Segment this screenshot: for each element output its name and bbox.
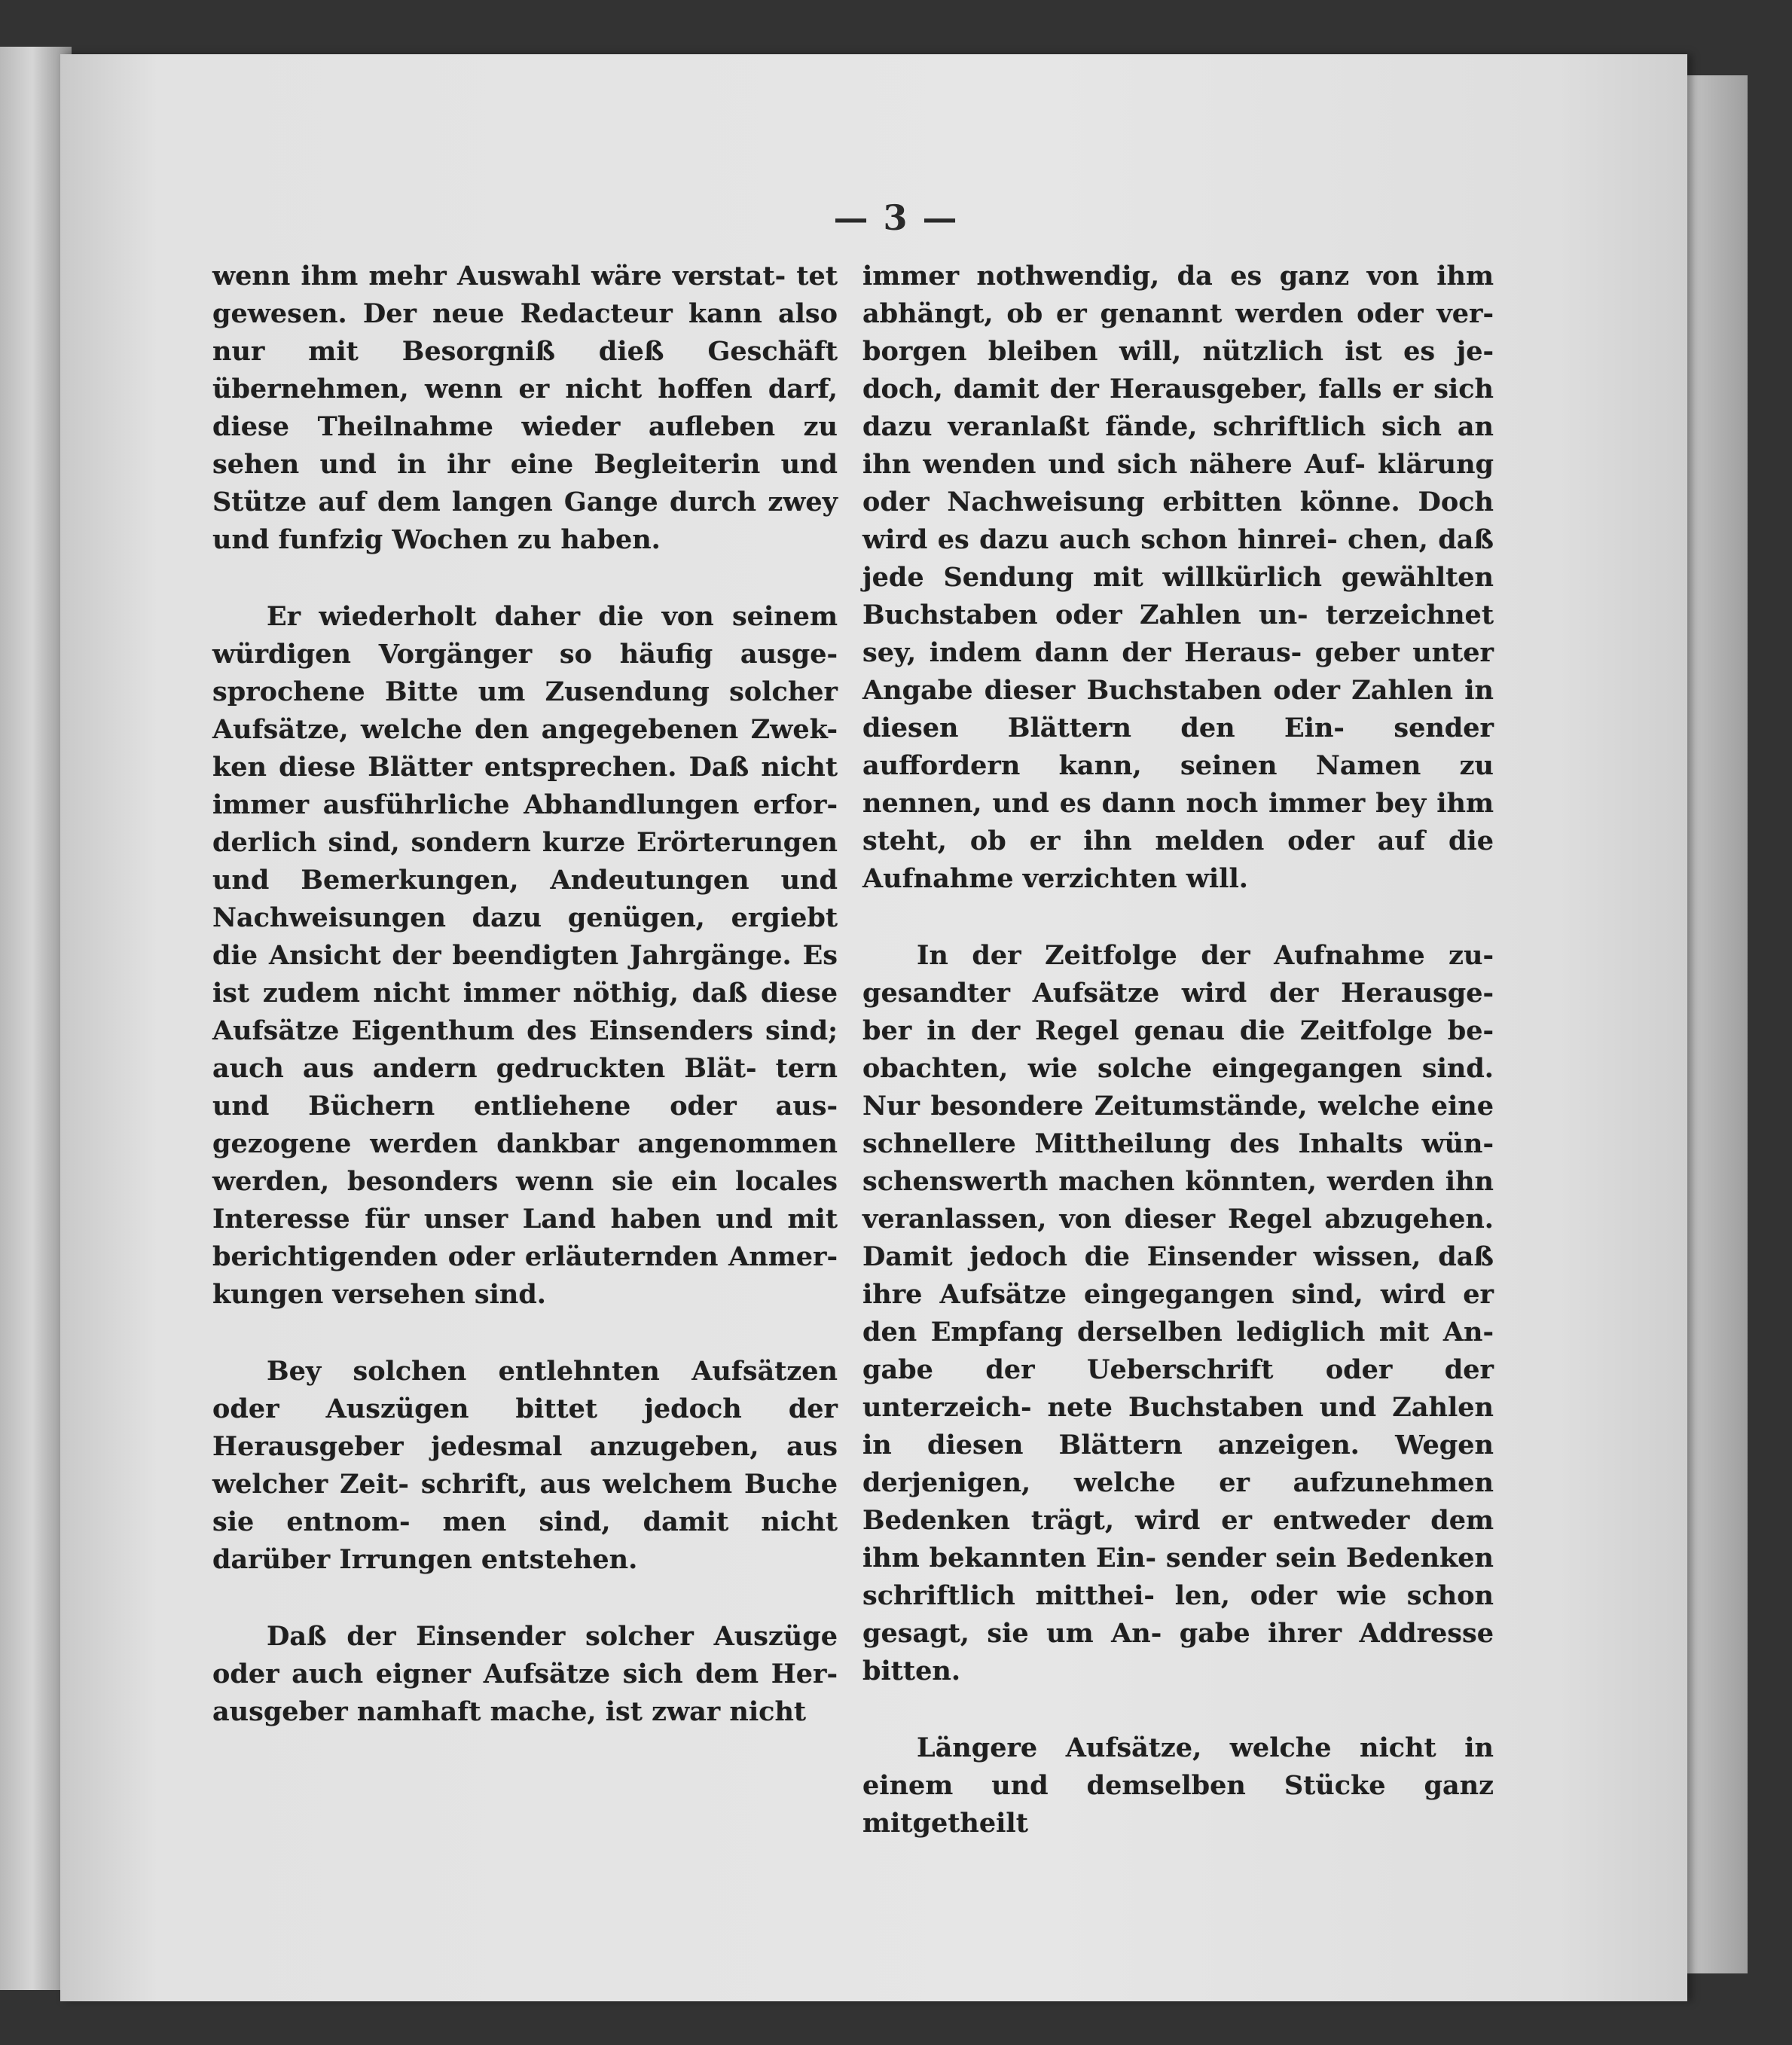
paragraph: immer nothwendig, da es ganz von ihm abhängt, ob er genannt werden oder ver- borgen bleiben will, nützlich ist es je- doch, damit der Herausgeber, falls er sich dazu veranlaßt fände, schriftlich sich an ihn wenden und sich nähere Auf- klärung oder Nachweisung erbitten könne. Doch wird es dazu auch schon hinrei- chen, daß jede Sendung mit willkürlich gewählten Buchstaben oder Zahlen un- terzeichnet sey, indem dann der Heraus- geber unter Angabe dieser Buchstaben oder Zahlen in diesen Blättern den Ein- sender auffordern kann, seinen Namen zu nennen, und es dann noch immer bey ihm steht, ob er ihn melden oder auf die Aufnahme verzichten will. — [862, 261, 1494, 894]
paragraph: Bey solchen entlehnten Aufsätzen oder Auszügen bittet jedoch der Herausgeber jedesmal anzugeben, aus welcher Zeit- schrift, aus welchem Buche sie entnom- men sind, damit nicht darüber Irrungen entstehen. — [212, 1356, 838, 1575]
paragraph: Er wiederholt daher die von seinem würdigen Vorgänger so häufig ausge- sprochene Bitte um Zusendung solcher Aufsätze, welche den angegebenen Zwek- ken diese Blätter entsprechen. Daß nicht immer ausführliche Abhandlungen erfor- derlich sind, sondern kurze Erörterungen und Bemerkungen, Andeutungen und Nachweisungen dazu genügen, ergiebt die Ansicht der beendigten Jahrgänge. Es ist zudem nicht immer nöthig, daß diese Aufsätze Eigenthum des Einsenders sind; auch aus andern gedruckten Blät- tern und Büchern entliehene oder aus- gezogene werden dankbar angenommen werden, besonders wenn sie ein locales Interesse für unser Land haben und mit berichtigenden oder erläuternden Anmer- kungen versehen sind. — [212, 601, 838, 1310]
left-text-column — [212, 258, 838, 1731]
paragraph: In der Zeitfolge der Aufnahme zu- gesandter Aufsätze wird der Herausge- ber in der Regel genau die Zeitfolge be- obachten, wie solche eingegangen sind. Nur besondere Zeitumstände, welche eine schnellere Mittheilung des Inhalts wün- schenswerth machen könnten, werden ihn veranlassen, von dieser Regel abzugehen. Damit jedoch die Einsender wissen, daß ihre Aufsätze eingegangen sind, wird er den Empfang derselben lediglich mit An- gabe der Ueberschrift oder der unterzeich- nete Buchstaben und Zahlen in diesen Blättern anzeigen. Wegen derjenigen, welche er aufzunehmen Bedenken trägt, wird er entweder dem ihm bekannten Ein- sender sein Bedenken schriftlich mitthei- len, oder wie schon gesagt, sie um An- gabe ihrer Addresse bitten. — [862, 940, 1494, 1686]
paragraph: Daß der Einsender solcher Auszüge oder auch eigner Aufsätze sich dem Her- ausgeber namhaft mache, ist zwar nicht — [212, 1621, 838, 1727]
paragraph: Längere Aufsätze, welche nicht in einem und demselben Stücke ganz mitgetheilt — [862, 1732, 1494, 1839]
right-text-column — [862, 258, 1494, 1842]
page-number: — 3 — — [833, 197, 959, 238]
paragraph: wenn ihm mehr Auswahl wäre verstat- tet gewesen. Der neue Redacteur kann also nur mit Besorgniß dieß Geschäft übernehmen, wenn er nicht hoffen darf, diese Theilnahme wieder aufleben zu sehen und in ihr eine Begleiterin und Stütze auf dem langen Gange durch zwey und funfzig Wochen zu haben. — [212, 261, 838, 555]
